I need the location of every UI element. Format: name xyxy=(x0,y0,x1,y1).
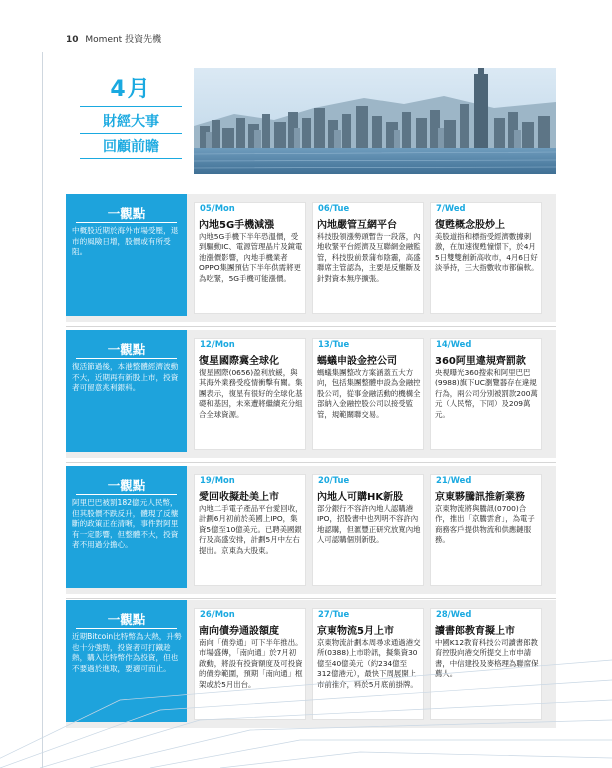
news-body: 央視曝光360搜索和阿里巴巴(9988)旗下UC瀏覽器存在違規行為，兩公司分別被罰款200萬元（人民幣，下同）及209萬元。 xyxy=(435,368,538,419)
viewpoint-text: 中概股近期於海外市場受壓，退市的風險日增，股價或有所受阻。 xyxy=(72,226,179,257)
news-body: 螞蟻集團整改方案涵蓋五大方向，包括集團整體申設為金融控股公司，從事金融活動的機構全部納入金融控股公司以接受監管，規範關聯交易。 xyxy=(317,368,421,419)
viewpoint-divider xyxy=(76,494,177,495)
news-card xyxy=(312,338,424,450)
section-title: 財經大事 xyxy=(103,114,159,130)
news-date: 20/Tue xyxy=(318,475,350,485)
news-headline: 內地5G手機減漲 xyxy=(199,220,275,231)
viewpoint-title: 一觀點 xyxy=(107,612,146,627)
news-body: 南向「債券通」可下半年推出。市場盛傳，「南向通」於7月初啟動，將設有投資額度及可投資的債券範圍，預期「南向通」框架或於5月出台。 xyxy=(199,638,303,689)
viewpoint-text: 阿里巴巴被罰182億元人民幣，但其股價不跌反升，體現了反壟斷的政策正在清晰，事件對阿里有一定影響，但整體不大，投資者不用過分擔心。 xyxy=(72,498,179,550)
news-headline: 內地人可購HK新股 xyxy=(317,492,404,503)
news-date: 7/Wed xyxy=(436,203,466,213)
news-headline: 360阿里違規齊罰款 xyxy=(435,356,526,367)
news-headline: 愛回收擬赴美上市 xyxy=(199,492,279,503)
section-subtitle: 回顧前瞻 xyxy=(103,139,159,155)
news-headline: 京東物流5月上市 xyxy=(317,626,394,637)
viewpoint-divider xyxy=(76,628,177,629)
news-headline: 京東夥騰訊推新業務 xyxy=(435,492,525,503)
news-body: 內地二手電子產品平台愛回收，計劃6月初前於美國上IPO，集資5億至10億美元。已聘美國銀行及高盛安排，計劃5月中左右提出。京東為大股東。 xyxy=(199,504,303,555)
news-card xyxy=(312,202,424,314)
title-divider xyxy=(80,133,182,134)
news-card xyxy=(194,338,306,450)
viewpoint-card xyxy=(66,330,187,452)
page-header xyxy=(66,32,161,45)
news-body: 部分銀行不容許內地人認購港IPO，招股書中也列明不容許內地認購，但滙豐正研究放寬內地人可認購個別新股。 xyxy=(317,504,421,545)
viewpoint-card xyxy=(66,194,187,316)
skyline-photo xyxy=(194,68,556,174)
week-row xyxy=(66,194,556,322)
viewpoint-divider xyxy=(76,222,177,223)
news-body: 京東物流計劃本周尋求通過港交所(0388)上市聆訊，擬集資30億至40億美元（約234億至312億港元），最快下周展開上市前推介，料於5月底前掛牌。 xyxy=(317,638,421,689)
title-divider xyxy=(80,106,182,107)
news-headline: 內地嚴管互網平台 xyxy=(317,220,397,231)
news-date: 06/Tue xyxy=(318,203,350,213)
news-date: 14/Wed xyxy=(436,339,472,349)
news-headline: 復星國際冀全球化 xyxy=(199,356,279,367)
news-headline: 復甦概念股炒上 xyxy=(435,220,505,231)
title-block xyxy=(70,72,192,164)
viewpoint-card xyxy=(66,466,187,588)
viewpoint-divider xyxy=(76,358,177,359)
viewpoint-text: 復活節過後，本港整體經濟波動不大，近期再有新股上市，投資者可留意兆利銀科。 xyxy=(72,362,179,393)
news-body: 復星國際(0656)盈利放緩，與其海外業務受疫情衝擊有關。集團表示，復星有很好的全球化基礎和基因，未來遭將繼續充分組合全球資源。 xyxy=(199,368,303,419)
news-headline: 南向債券通設額度 xyxy=(199,626,279,637)
news-body: 美股道指和標指受經濟數據刺激，在加速復甦憧憬下，於4月5日雙雙創新高收市，4月6日好淡爭持，三大指數收市都偏軟。 xyxy=(435,232,539,273)
decorative-lines xyxy=(0,640,612,768)
news-date: 12/Mon xyxy=(200,339,235,349)
news-card xyxy=(194,474,306,586)
news-body: 中國K12教育科技公司讀書郎教育控股向港交所提交上市申請書，中信建投及麥格理為聯席保薦人。 xyxy=(435,638,539,679)
viewpoint-title: 一觀點 xyxy=(107,478,146,493)
news-headline: 讀書郎教育擬上市 xyxy=(435,626,515,637)
news-body: 京東物流將與騰訊(0700)合作，推出「京騰雲倉」，為電子商務客戶提供物流和供應鏈服務。 xyxy=(435,504,535,545)
viewpoint-text: 近期Bitcoin比特幣為大熱，升勢也十分強勁，投資者可打鐵趁熱，購入比特幣作為投資，但也不要過於進取，要適可而止。 xyxy=(72,632,182,673)
row-separator xyxy=(66,326,556,327)
news-date: 27/Tue xyxy=(318,609,350,619)
news-card xyxy=(430,202,542,314)
row-separator xyxy=(66,462,556,463)
news-card xyxy=(312,474,424,586)
news-date: 26/Mon xyxy=(200,609,235,619)
news-card xyxy=(430,338,542,450)
news-body: 內地5G手機下半年恐溫價，受到驅動IC、電源管理晶片及鏡電池漲價影響，內地手機業者OPPO集團預估下半年供需將更為吃緊，5G手機可能漲價。 xyxy=(199,232,303,283)
news-date: 21/Wed xyxy=(436,475,472,485)
news-card xyxy=(194,202,306,314)
week-row xyxy=(66,466,556,594)
viewpoint-title: 一觀點 xyxy=(107,206,146,221)
news-body: 科技股領漲勢頭暫告一段落，內地收緊平台經濟及互聯網金融監管，科技股前景蒲布陰霾，高盛聯席主管認為，主要是反壟斷及針對資本無序擴張。 xyxy=(317,232,421,283)
news-date: 19/Mon xyxy=(200,475,235,485)
month-title: 4月 xyxy=(110,77,152,102)
magazine-title: Moment 投資先機 xyxy=(85,35,162,45)
news-headline: 螞蟻申設金控公司 xyxy=(317,356,397,367)
title-divider xyxy=(80,158,182,159)
viewpoint-title: 一觀點 xyxy=(107,342,146,357)
news-date: 13/Tue xyxy=(318,339,350,349)
page-number: 10 xyxy=(66,35,79,45)
news-date: 28/Wed xyxy=(436,609,472,619)
news-card xyxy=(430,474,542,586)
row-separator xyxy=(66,598,556,599)
news-date: 05/Mon xyxy=(200,203,235,213)
week-row xyxy=(66,330,556,458)
